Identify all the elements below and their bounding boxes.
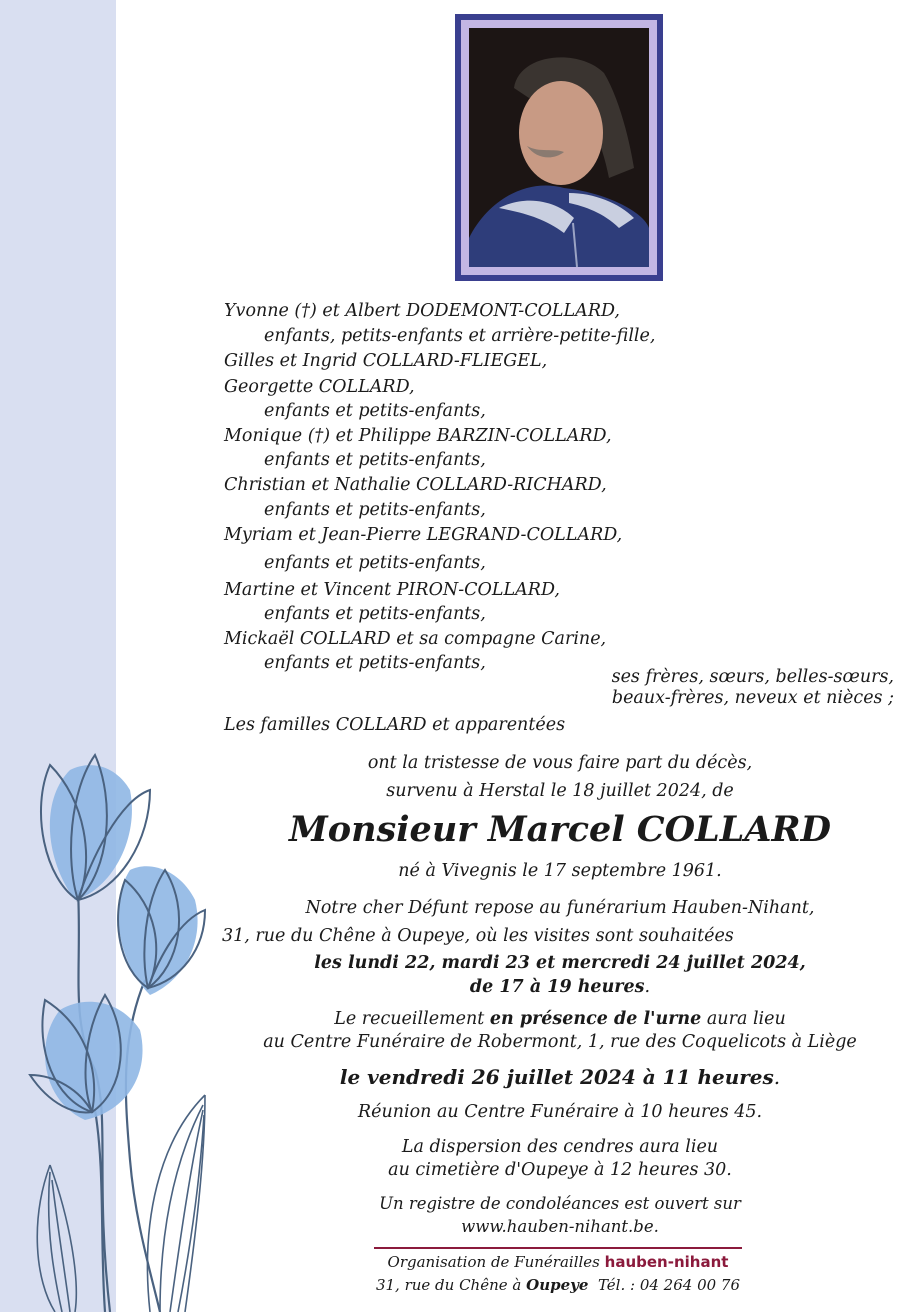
ceremony-text-b: en présence de l'urne: [489, 1009, 702, 1029]
visit-hours-text: de 17 à 19 heures: [469, 977, 645, 997]
visit-hours: [260, 979, 860, 997]
visit-line: Notre cher Défunt repose au funérarium Hauben-Nihant,: [305, 898, 815, 918]
meeting-line: Réunion au Centre Funéraire à 10 heures 45.: [357, 1102, 763, 1122]
footer-divider: [374, 1247, 742, 1249]
family-line: Gilles et Ingrid COLLARD-FLIEGEL,: [224, 351, 548, 371]
tulip-illustration: [0, 740, 230, 1312]
siblings-line: ses frères, sœurs, belles-sœurs,: [611, 667, 894, 687]
ceremony-date-end: .: [773, 1065, 781, 1089]
family-line: enfants et petits-enfants,: [264, 450, 486, 470]
announcement-line: ont la tristesse de vous faire part du décès,: [367, 753, 753, 773]
family-line: Myriam et Jean-Pierre LEGRAND-COLLARD,: [224, 525, 623, 545]
family-line: enfants et petits-enfants,: [264, 500, 486, 520]
footer-address: [374, 1278, 742, 1293]
visit-hours-end: .: [644, 977, 651, 997]
birth-line: né à Vivegnis le 17 septembre 1961.: [398, 861, 722, 881]
footer-address-text: 31, rue du Chêne à: [375, 1276, 522, 1294]
family-line: Mickaël COLLARD et sa compagne Carine,: [224, 629, 607, 649]
ceremony-date-text: le vendredi 26 juillet 2024 à 11 heures: [339, 1065, 774, 1089]
family-line: Christian et Nathalie COLLARD-RICHARD,: [224, 475, 607, 495]
register-url[interactable]: www.hauben-nihant.be.: [461, 1217, 659, 1236]
families-line: Les familles COLLARD et apparentées: [224, 715, 566, 735]
dispersion-line: La dispersion des cendres aura lieu: [401, 1137, 719, 1157]
family-line: enfants et petits-enfants,: [264, 401, 486, 421]
family-line: Martine et Vincent PIRON-COLLARD,: [224, 580, 560, 600]
siblings-line: beaux-frères, neveux et nièces ;: [611, 688, 894, 708]
portrait-frame: [455, 14, 663, 281]
deceased-name: Monsieur Marcel COLLARD: [289, 809, 831, 850]
portrait-photo: [469, 28, 649, 267]
footer-org-text: Organisation de Funérailles: [387, 1253, 600, 1271]
footer-phone: Tél. : 04 264 00 76: [597, 1276, 741, 1294]
portrait-mat: [461, 20, 657, 275]
visit-line: 31, rue du Chêne à Oupeye, où les visites sont souhaitées: [222, 926, 734, 946]
ceremony-date: [260, 1067, 860, 1087]
family-line: Georgette COLLARD,: [224, 377, 415, 397]
footer-organisation: [374, 1255, 742, 1270]
ceremony-text-c: aura lieu: [706, 1009, 786, 1029]
register-line: Un registre de condoléances est ouvert sur: [379, 1194, 741, 1213]
ceremony-location: au Centre Funéraire de Robermont, 1, rue des Coquelicots à Liège: [263, 1032, 857, 1052]
announcement-line: survenu à Herstal le 18 juillet 2024, de: [386, 781, 734, 801]
family-line: enfants et petits-enfants,: [264, 653, 486, 673]
footer-city: Oupeye: [526, 1276, 589, 1294]
dispersion-line: au cimetière d'Oupeye à 12 heures 30.: [388, 1160, 732, 1180]
family-line: enfants et petits-enfants,: [264, 553, 486, 573]
ceremony-text-a: Le recueillement: [334, 1009, 485, 1029]
family-line: enfants, petits-enfants et arrière-petite-fille,: [264, 326, 656, 346]
ceremony-line: [260, 1011, 860, 1029]
family-line: enfants et petits-enfants,: [264, 604, 486, 624]
family-line: Yvonne (†) et Albert DODEMONT-COLLARD,: [224, 301, 620, 321]
visit-dates: les lundi 22, mardi 23 et mercredi 24 juillet 2024,: [314, 953, 806, 973]
footer-brand-logo: hauben-nihant: [604, 1253, 729, 1271]
family-line: Monique (†) et Philippe BARZIN-COLLARD,: [224, 426, 612, 446]
